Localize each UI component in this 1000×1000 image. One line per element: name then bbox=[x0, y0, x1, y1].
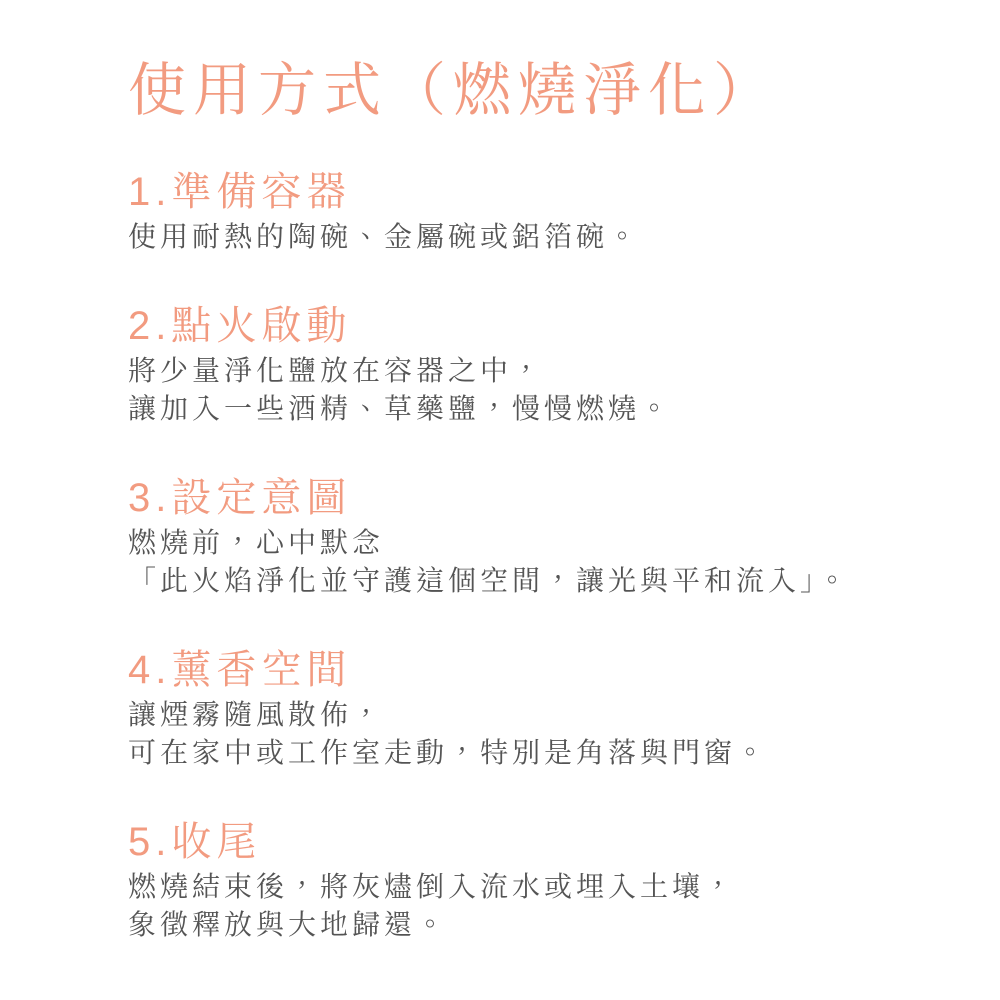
section-smoke-space bbox=[128, 646, 940, 772]
section-set-intention bbox=[128, 474, 940, 600]
body-line: 燃燒結束後，將灰燼倒入流水或埋入土壤， bbox=[128, 870, 737, 902]
body-line: 將少量淨化鹽放在容器之中， bbox=[128, 354, 545, 386]
section-heading: 4.薰香空間 bbox=[128, 647, 352, 692]
body-line: 可在家中或工作室走動，特別是角落與門窗。 bbox=[128, 736, 769, 768]
section-body bbox=[128, 696, 940, 772]
section-heading: 3.設定意圖 bbox=[128, 475, 352, 520]
page-title: 使用方式（燃燒淨化） bbox=[128, 58, 779, 123]
section-body bbox=[128, 868, 940, 944]
section-body bbox=[128, 352, 940, 428]
body-line: 象徵釋放與大地歸還。 bbox=[128, 908, 449, 940]
body-line: 燃燒前，心中默念 bbox=[128, 526, 385, 558]
section-prepare-container bbox=[128, 168, 940, 256]
section-body bbox=[128, 218, 940, 256]
section-heading: 1.準備容器 bbox=[128, 169, 352, 214]
section-finish bbox=[128, 818, 940, 944]
body-line: 讓煙霧隨風散佈， bbox=[128, 698, 385, 730]
body-line: 讓加入一些酒精、草藥鹽，慢慢燃燒。 bbox=[128, 392, 673, 424]
section-heading: 5.收尾 bbox=[128, 819, 262, 864]
section-heading: 2.點火啟動 bbox=[128, 303, 352, 348]
section-body bbox=[128, 524, 940, 600]
body-line: 「此火焰淨化並守護這個空間，讓光與平和流入」。 bbox=[128, 564, 851, 596]
section-ignite bbox=[128, 302, 940, 428]
body-line: 使用耐熱的陶碗、金屬碗或鋁箔碗。 bbox=[128, 220, 641, 252]
